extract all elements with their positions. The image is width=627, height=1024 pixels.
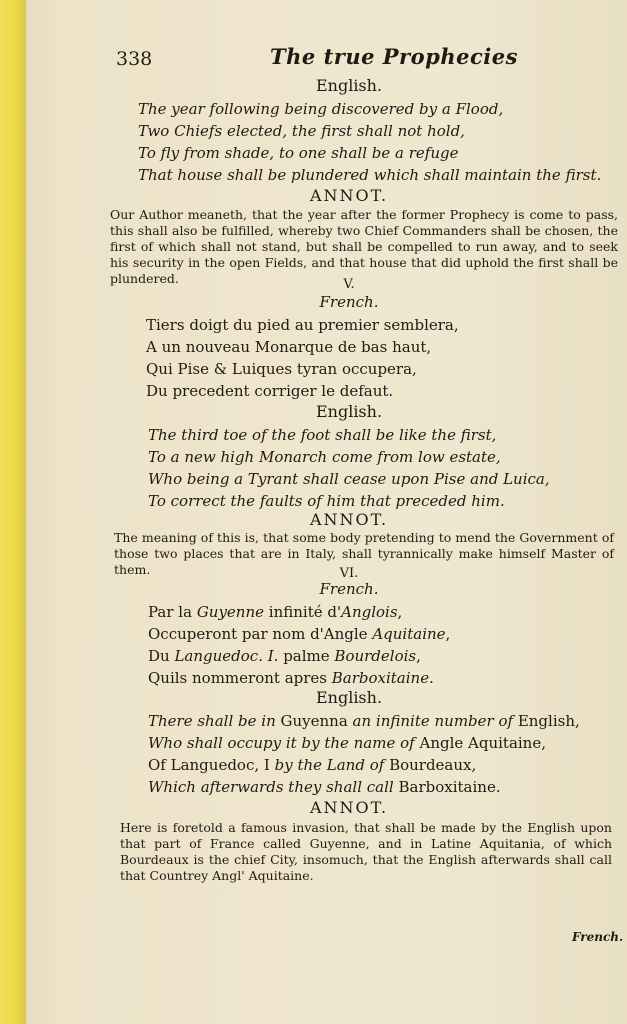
verse-segment: English [517,712,575,730]
verse-line: Tiers doigt du pied au premier semblera, [146,316,459,334]
verse-segment: palme [278,647,335,665]
verse-line: A un nouveau Monarque de bas haut, [146,338,432,356]
annot-label-iv: ANNOT. [309,186,389,205]
verse-segment: , [445,625,451,643]
verse-segment: Languedoc. I. [174,647,279,665]
annot-label-vi: ANNOT. [309,798,389,817]
annotation-v: The meaning of this is, that some body pretending to mend the Government of those two places that are in Italy, shall tyrannically make himself Master of them. [114,530,614,577]
verse-segment: , [416,647,421,665]
verse-segment: Par la [148,603,197,621]
verse-segment: Occuperont par nom d'Angle [148,625,373,643]
page-number: 338 [116,48,153,70]
verse-line [148,645,421,667]
verse-line [148,754,476,776]
verse-segment: , [471,756,477,774]
verse-segment: Barboxitaine [398,778,496,796]
verse-line: To a new high Monarch come from low estate, [148,448,501,466]
annotation-iv: Our Author meaneth, that the year after the former Prophecy is come to pass, this shall also be fulfilled, whereby two Chief Commanders shall be chosen, the first of which shall not stand, but shall be compelled to run away, and to seek his security in the open Fields, and that house that did uphold the first shall be plundered. [110,207,618,286]
verse-segment: Bourdelois [334,647,417,665]
english-label-vi: English. [315,688,383,707]
verse-segment: , [574,712,580,730]
french-label-v: French. [319,293,379,311]
running-title: The true Prophecies [270,44,518,69]
verse-line: To fly from shade, to one shall be a refuge [138,144,459,162]
verse-segment: Angle Aquitaine [419,734,542,752]
verse-segment: Which afterwards they shall call [148,778,399,796]
verse-line [148,667,434,689]
verse-line [148,732,546,754]
verse-segment: , [541,734,547,752]
verse-line [148,710,580,732]
verse-line: Two Chiefs elected, the first shall not hold, [138,122,465,140]
page-edge-yellow [0,0,26,1024]
catchword: French. [572,930,624,944]
verse-segment: infinité d' [264,603,342,621]
annot-label-v: ANNOT. [309,510,389,529]
verse-line [148,623,450,645]
verse-line: Who being a Tyrant shall cease upon Pise and Luica, [148,470,550,488]
verse-line: Du precedent corriger le defaut. [146,382,394,400]
page-header [80,0,618,70]
verse-segment: Anglois [341,603,398,621]
french-label-vi: French. [319,580,379,598]
verse-segment: . [495,778,501,796]
page-content [80,0,624,944]
annotation-vi: Here is foretold a famous invasion, that shall be made by the English upon that part of France called Guyenne, and in Latine Aquitania, of which Bourdeaux is the chief City, insomuch, that the English afterwards shall call that Countrey Angl' Aquitaine. [120,820,612,883]
verse-segment: There shall be in [148,712,281,730]
verse-line: Qui Pise & Luiques tyran occupera, [146,360,417,378]
verse-segment: by the Land of [274,756,390,774]
verse-segment: . [429,669,434,687]
verse-segment: Guyenne [196,603,265,621]
verse-segment: Aquitaine [372,625,446,643]
verse-segment: Barboxitaine [331,669,430,687]
english-label-iv: English. [315,76,383,95]
verse-line [148,776,501,798]
verse-line: The third toe of the foot shall be like the first, [148,426,497,444]
verse-line: To correct the faults of him that preceded him. [148,492,505,510]
verse-segment: Who shall occupy it by the name of [148,734,420,752]
stanza-number-v: V. [343,277,355,292]
stanza-number-vi: VI. [339,566,359,581]
verse-segment: , [397,603,403,621]
verse-segment: Of Languedoc, I [148,756,275,774]
verse-line: That house shall be plundered which shall maintain the first. [138,166,602,184]
verse-segment: Quils nommeront apres [148,669,332,687]
english-label-v: English. [315,402,383,421]
verse-segment: Du [148,647,175,665]
verse-line: The year following being discovered by a Flood, [138,100,504,118]
verse-segment: an infinite number of [347,712,518,730]
verse-segment: Bourdeaux [389,756,472,774]
verse-segment: Guyenna [280,712,348,730]
verse-line [148,601,402,623]
